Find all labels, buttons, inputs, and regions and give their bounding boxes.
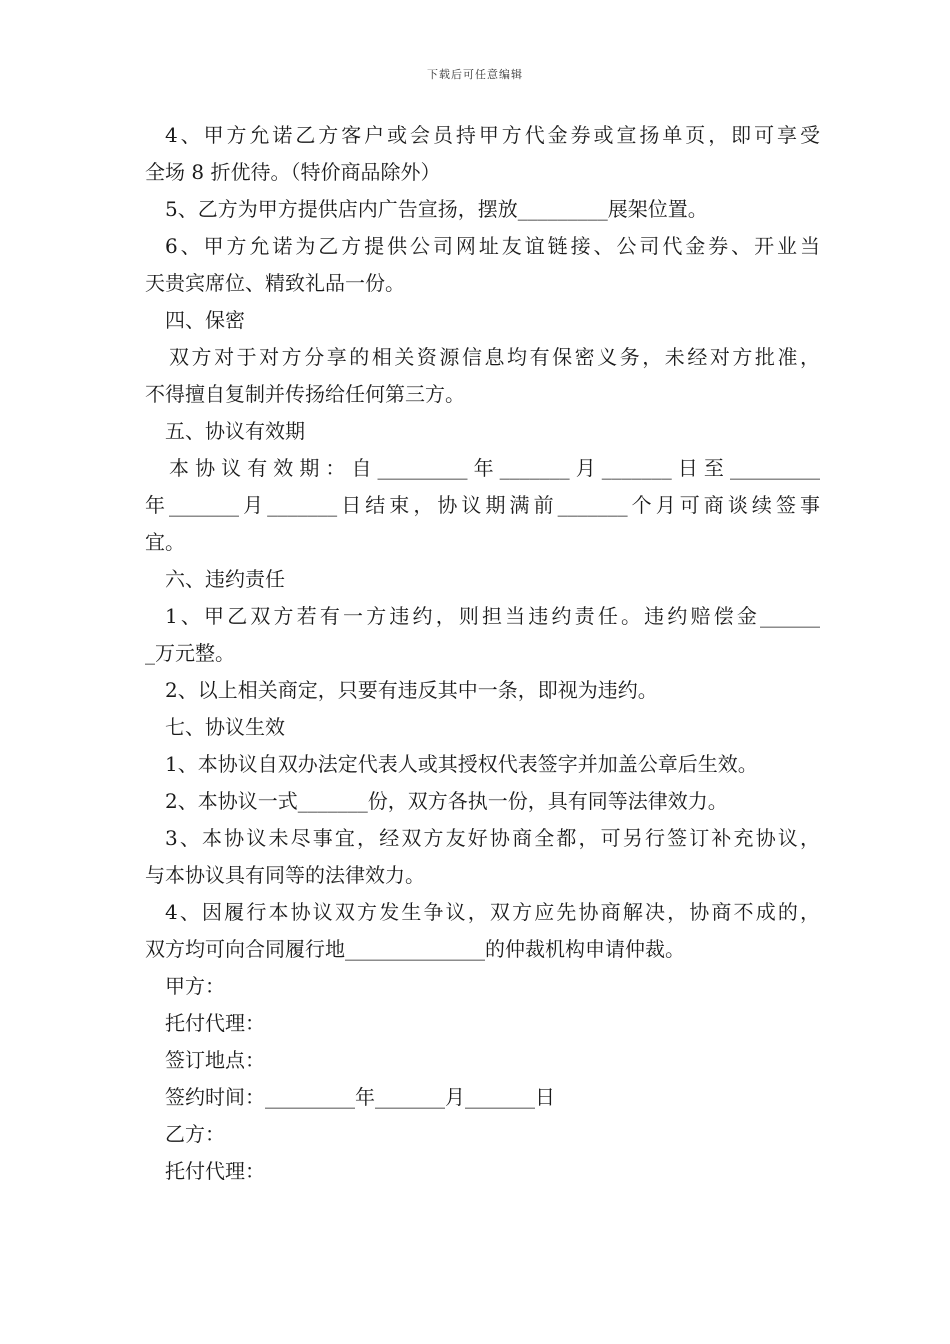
breach-2: 2、以上相关商定，只要有违反其中一条，即视为违约。 [165,678,658,702]
section-heading-term: 五、协议有效期 [165,419,305,443]
party-a-agent-label: 托付代理： [165,1011,265,1035]
clause-3-6-line-1: 6、甲方允诺为乙方提供公司网址友谊链接、公司代金券、开业当 [165,234,820,258]
term-line-3: 宜。 [145,530,185,554]
document-body [145,117,820,1190]
signing-place-label: 签订地点： [165,1048,265,1072]
section-heading-effect: 七、协议生效 [165,715,285,739]
effect-4-line-2: 双方均可向合同履行地______________的仲裁机构申请仲裁。 [145,937,685,961]
breach-1-line-2: _万元整。 [145,641,235,665]
section-heading-breach: 六、违约责任 [165,567,285,591]
party-a-label: 甲方： [165,974,225,998]
page-header: 下载后可任意编辑 [427,68,523,81]
signing-date-label: 签约时间：_________年_______月_______日 [165,1085,555,1109]
effect-4-line-1: 4、因履行本协议双方发生争议，双方应先协商解决，协商不成的， [165,900,820,924]
party-b-agent-label: 托付代理： [165,1159,265,1183]
effect-1: 1、本协议自双办法定代表人或其授权代表签字并加盖公章后生效。 [165,752,758,776]
confidentiality-line-1: 双方对于对方分享的相关资源信息均有保密义务，未经对方批准， [169,345,820,369]
term-line-1: 本协议有效期：自_________年_______月_______日至_________ [169,456,820,480]
party-b-label: 乙方： [165,1122,225,1146]
clause-3-5: 5、乙方为甲方提供店内广告宣扬，摆放_________展架位置。 [165,197,708,221]
breach-1-line-1: 1、甲乙双方若有一方违约，则担当违约责任。违约赔偿金______ [165,604,820,628]
clause-3-4-line-2: 全场 8 折优待。（特价商品除外） [145,160,441,184]
clause-3-4-line-1: 4、甲方允诺乙方客户或会员持甲方代金券或宣扬单页，即可享受 [165,123,820,147]
effect-3-line-2: 与本协议具有同等的法律效力。 [145,863,425,887]
section-heading-confidentiality: 四、保密 [165,308,245,332]
term-line-2: 年_______月_______日结束，协议期满前_______个月可商谈续签事 [145,493,820,517]
confidentiality-line-2: 不得擅自复制并传扬给任何第三方。 [145,382,465,406]
effect-2: 2、本协议一式_______份，双方各执一份，具有同等法律效力。 [165,789,728,813]
effect-3-line-1: 3、本协议未尽事宜，经双方友好协商全都，可另行签订补充协议， [165,826,820,850]
clause-3-6-line-2: 天贵宾席位、精致礼品一份。 [145,271,405,295]
